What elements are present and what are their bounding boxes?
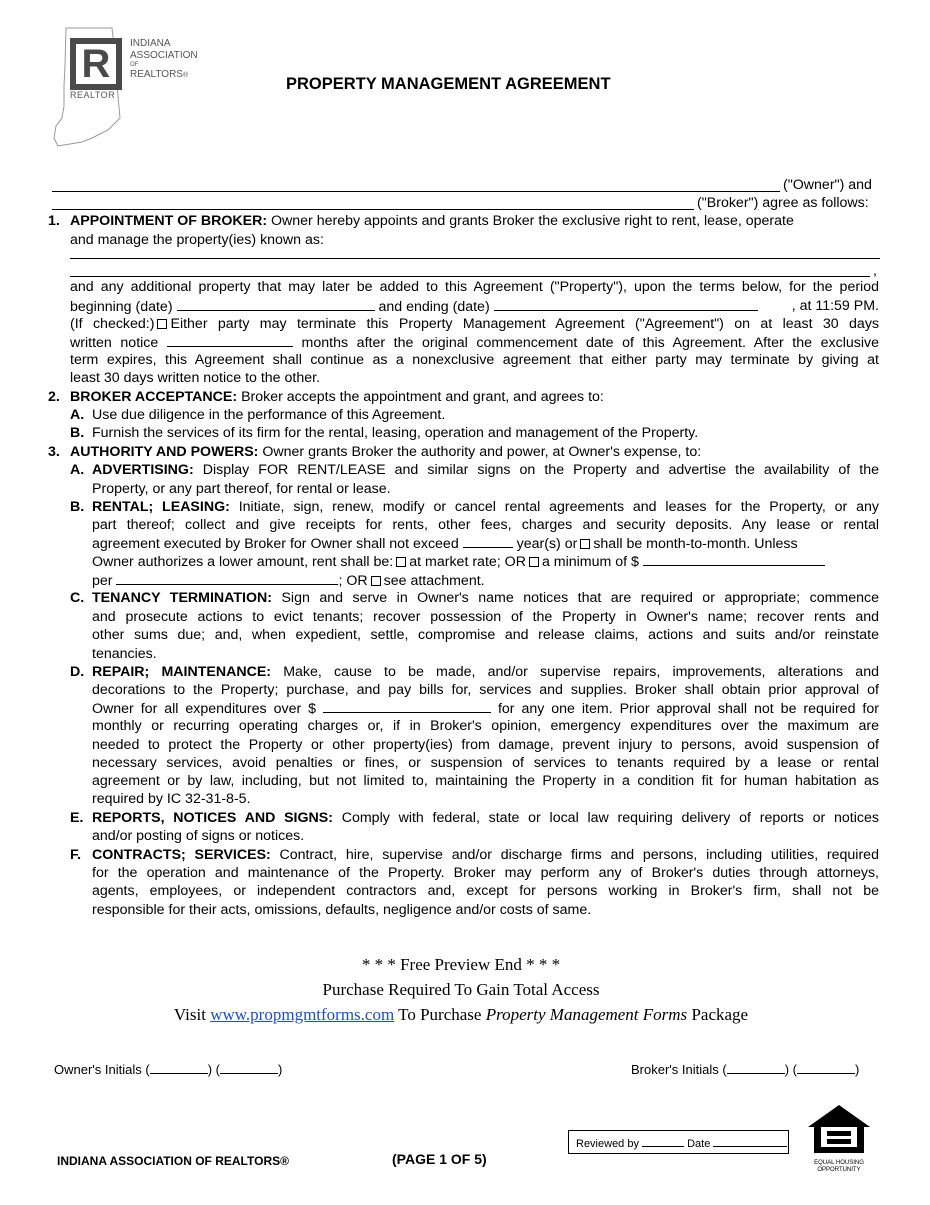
realtor-r-mark: R bbox=[70, 38, 122, 90]
owner-initial-1-field[interactable] bbox=[150, 1063, 208, 1074]
termination-checkbox[interactable] bbox=[157, 319, 167, 329]
page-title: PROPERTY MANAGEMENT AGREEMENT bbox=[286, 75, 611, 93]
preview-end-notice: * * * Free Preview End * * * bbox=[361, 955, 561, 974]
owner-name-line[interactable] bbox=[52, 191, 780, 192]
rent-period-field[interactable] bbox=[116, 571, 338, 585]
page-number: (PAGE 1 OF 5) bbox=[392, 1151, 487, 1167]
equal-housing-logo: EQUAL HOUSING OPPORTUNITY bbox=[806, 1103, 872, 1173]
broker-initial-1-field[interactable] bbox=[727, 1063, 785, 1074]
propmgmtforms-link[interactable]: www.propmgmtforms.com bbox=[210, 1005, 395, 1024]
equal-housing-icon bbox=[806, 1103, 872, 1155]
owner-initials: Owner's Initials ( ) ( ) bbox=[54, 1062, 283, 1077]
notice-months-field[interactable] bbox=[167, 333, 293, 347]
minimum-rent-field[interactable] bbox=[643, 552, 825, 566]
property-address-line-1[interactable] bbox=[70, 258, 880, 259]
broker-initials: Broker's Initials ( ) ( ) bbox=[631, 1062, 860, 1077]
realtor-logo: R REALTOR INDIANA ASSOCIATION OF REALTORS® bbox=[48, 26, 208, 150]
section-2: BROKER ACCEPTANCE: Broker accepts the appointment and grant, and agrees to: bbox=[70, 389, 604, 405]
review-date-field[interactable] bbox=[713, 1137, 787, 1147]
market-rate-checkbox[interactable] bbox=[396, 557, 406, 567]
footer-association: INDIANA ASSOCIATION OF REALTORS® bbox=[57, 1154, 289, 1168]
lease-years-field[interactable] bbox=[463, 534, 513, 548]
section-1: APPOINTMENT OF BROKER: Owner hereby appoints and grants Broker the exclusive right to rent, lease, operate bbox=[70, 213, 794, 229]
ending-date-field[interactable] bbox=[494, 297, 758, 311]
see-attachment-checkbox[interactable] bbox=[371, 576, 381, 586]
reviewed-by-box: Reviewed by Date bbox=[568, 1130, 789, 1154]
beginning-date-field[interactable] bbox=[177, 297, 375, 311]
property-address-line-2[interactable] bbox=[70, 276, 870, 277]
month-to-month-checkbox[interactable] bbox=[580, 539, 590, 549]
section-3: AUTHORITY AND POWERS: Owner grants Broker the authority and power, at Owner's expense, to: bbox=[70, 444, 702, 460]
owner-initial-2-field[interactable] bbox=[220, 1063, 278, 1074]
purchase-notice: Purchase Required To Gain Total Access bbox=[322, 980, 600, 999]
visit-notice: Visit www.propmgmtforms.com To Purchase Property Management Forms Package bbox=[173, 1005, 749, 1024]
max-expenditure-field[interactable] bbox=[323, 699, 491, 713]
reviewed-by-field[interactable] bbox=[642, 1137, 684, 1147]
minimum-rent-checkbox[interactable] bbox=[529, 557, 539, 567]
broker-name-line[interactable] bbox=[52, 209, 694, 210]
broker-initial-2-field[interactable] bbox=[797, 1063, 855, 1074]
